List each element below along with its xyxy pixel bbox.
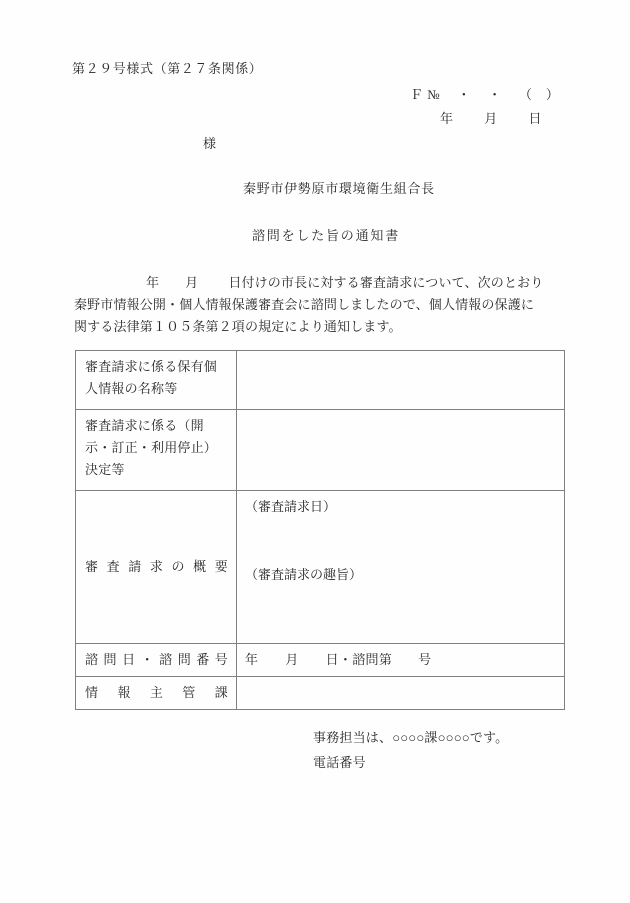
issue-date-line: 年 月 日 [440,111,543,126]
request-purpose-subheading: （審査請求の趣旨） [245,567,363,582]
body-line2: 秦野市情報公開・個人情報保護審査会に諮問しましたので、個人情報の保護に [74,297,534,312]
consultation-day-label: 日・諮問第 [325,652,393,667]
body-line1-rest: 日付けの市長に対する審査請求について、次のとおり [228,275,544,290]
row-value-request-summary[interactable] [237,491,565,644]
row-label-retained-info-name: 審査請求に係る保有個人情報の名称等 [76,351,237,410]
row-value-decision-type[interactable] [237,410,565,491]
body-year-label: 年 [146,275,160,290]
notification-details-table [75,350,565,710]
body-line3: 関する法律第１０５条第２項の規定により通知します。 [74,319,402,334]
body-month-label: 月 [185,275,199,290]
row-label-request-summary: 審査請求の概要 [76,491,237,644]
contact-info-line: 事務担当は、○○○○課○○○○です。 [313,730,509,745]
request-summary-content [245,497,556,585]
row-label-consultation-date-number: 諮問日・諮問番号 [76,644,237,677]
body-paragraph [74,272,566,338]
issuer-name: 秦野市伊勢原市環境衛生組合長 [243,181,435,196]
row-value-responsible-division[interactable] [237,677,565,710]
file-number-line: Ｆ № ・ ・ （ ） [410,87,560,102]
table-row [76,677,565,710]
consultation-year-label: 年 [245,652,259,667]
phone-number-label: 電話番号 [313,755,366,770]
consultation-number-suffix: 号 [418,652,432,667]
addressee-honorific: 様 [203,136,217,151]
table-row [76,351,565,410]
consultation-month-label: 月 [285,652,299,667]
row-label-decision-type: 審査請求に係る（開示・訂正・利用停止）決定等 [76,410,237,491]
table-row [76,644,565,677]
row-value-retained-info-name[interactable] [237,351,565,410]
page-title: 諮問をした旨の通知書 [252,228,401,243]
table-row [76,491,565,644]
table-row [76,410,565,491]
row-value-consultation-date-number[interactable] [237,644,565,677]
form-number-label: 第２９号様式（第２７条関係） [72,61,263,76]
request-date-subheading: （審査請求日） [245,499,337,514]
row-label-responsible-division: 情報主管課 [76,677,237,710]
